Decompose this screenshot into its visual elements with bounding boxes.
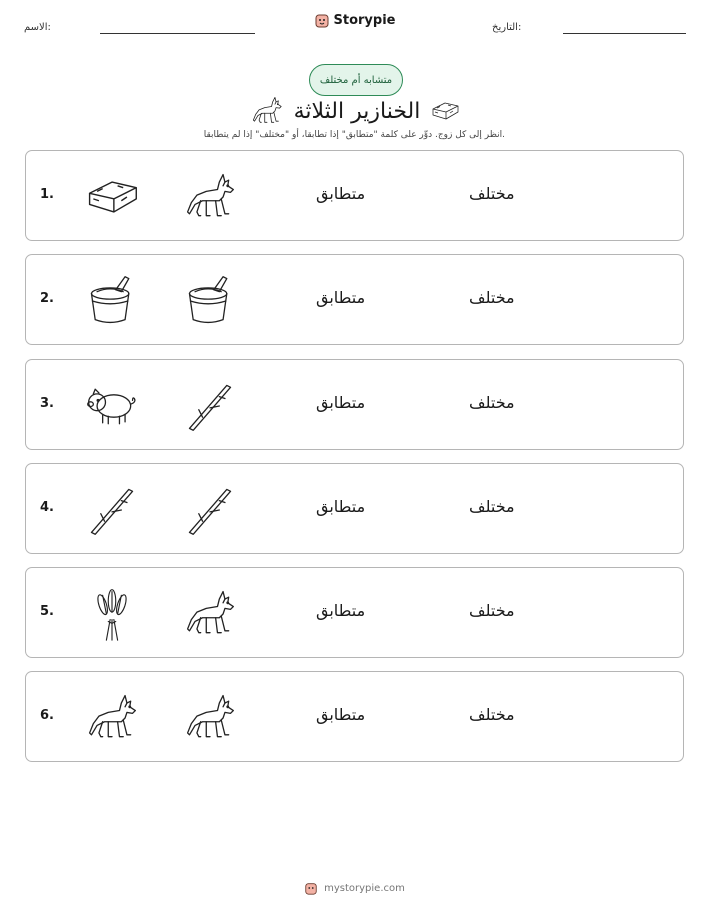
- exercise-row: [25, 254, 684, 345]
- row-number: 3.: [40, 396, 54, 411]
- same-option[interactable]: متطابق: [316, 288, 366, 307]
- stick-icon: [182, 378, 238, 434]
- brick-icon: [84, 169, 140, 225]
- bucket-icon: [182, 273, 238, 329]
- same-option[interactable]: متطابق: [316, 705, 366, 724]
- row-number: 1.: [40, 187, 54, 202]
- row-number: 6.: [40, 708, 54, 723]
- same-option[interactable]: متطابق: [316, 497, 366, 516]
- exercise-row: [25, 567, 684, 658]
- pig-icon: [84, 378, 140, 434]
- exercise-row: [25, 671, 684, 762]
- date-label: التاريخ:: [492, 22, 522, 33]
- same-option[interactable]: متطابق: [316, 393, 366, 412]
- wolf-icon: [182, 690, 238, 746]
- storypie-mascot-icon: [314, 12, 330, 28]
- footer-url[interactable]: mystorypie.com: [324, 882, 405, 894]
- exercise-row: [25, 463, 684, 554]
- straw-icon: [84, 586, 140, 642]
- exercise-row: [25, 359, 684, 450]
- different-option[interactable]: مختلف: [469, 288, 515, 307]
- brand-logo: [0, 12, 709, 28]
- different-option[interactable]: مختلف: [469, 497, 515, 516]
- stick-icon: [182, 482, 238, 538]
- date-line[interactable]: [563, 33, 686, 34]
- name-label: الاسم:: [24, 22, 51, 33]
- brand-name: Storypie: [333, 12, 396, 28]
- wolf-icon: [182, 586, 238, 642]
- footer: [0, 881, 709, 895]
- row-number: 5.: [40, 604, 54, 619]
- bucket-icon: [84, 273, 140, 329]
- same-option[interactable]: متطابق: [316, 601, 366, 620]
- stick-icon: [84, 482, 140, 538]
- exercise-row: [25, 150, 684, 241]
- row-number: 4.: [40, 500, 54, 515]
- page-title-group: [230, 94, 480, 128]
- storypie-mascot-icon: [304, 881, 318, 895]
- different-option[interactable]: مختلف: [469, 393, 515, 412]
- row-number: 2.: [40, 291, 54, 306]
- wolf-icon: [250, 94, 284, 128]
- different-option[interactable]: مختلف: [469, 705, 515, 724]
- wolf-icon: [182, 169, 238, 225]
- same-option[interactable]: متطابق: [316, 184, 366, 203]
- worksheet-type-badge: متشابه أم مختلف: [309, 64, 403, 96]
- instructions: انظر إلى كل زوج. دوِّر على كلمة "متطابق" إذا تطابقا، أو "مختلف" إذا لم يتطابقا.: [203, 130, 505, 140]
- page-title: الخنازير الثلاثة: [293, 98, 421, 124]
- wolf-icon: [84, 690, 140, 746]
- name-line[interactable]: [100, 33, 255, 34]
- different-option[interactable]: مختلف: [469, 184, 515, 203]
- brick-icon: [430, 96, 460, 126]
- different-option[interactable]: مختلف: [469, 601, 515, 620]
